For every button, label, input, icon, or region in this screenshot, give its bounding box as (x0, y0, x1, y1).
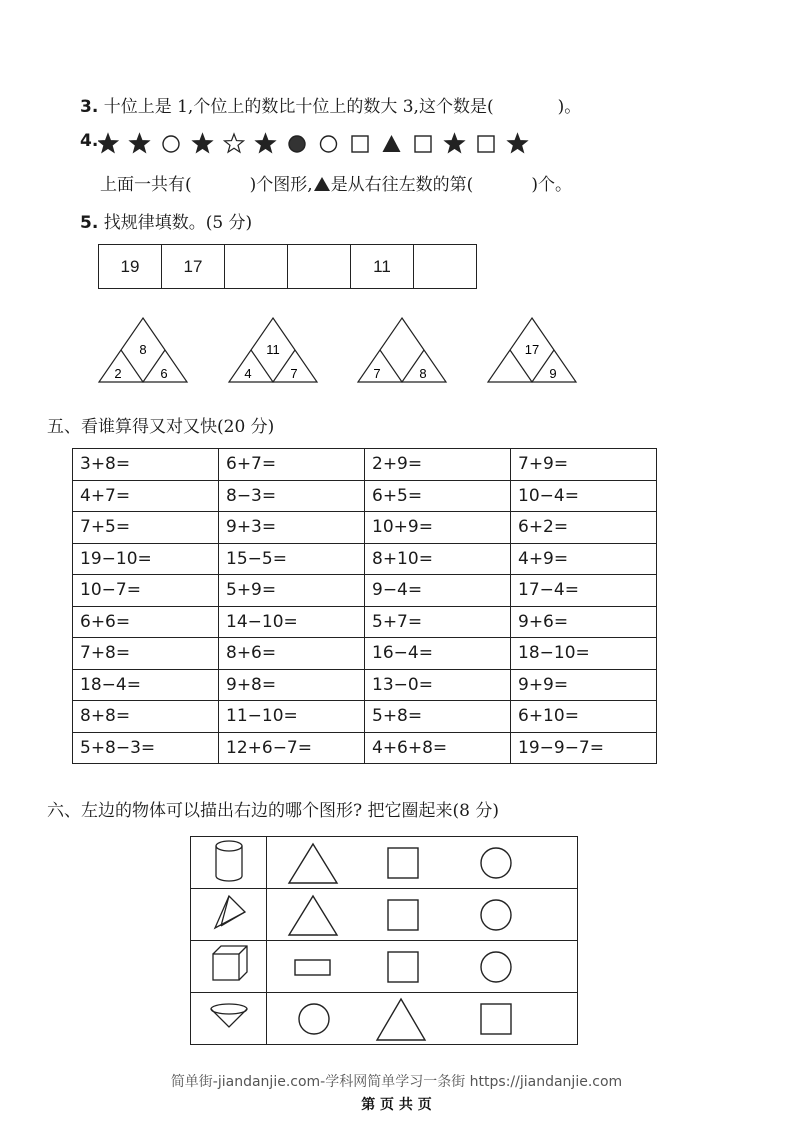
calc-cell[interactable]: 9+9= (511, 669, 657, 701)
filled-circle-icon (289, 136, 305, 152)
section-5-title: 五、看谁算得又对又快(20 分) (47, 417, 275, 437)
calc-cell[interactable]: 9+6= (511, 606, 657, 638)
filled-star-icon (508, 134, 527, 152)
question-5 (80, 208, 252, 233)
calc-cell[interactable]: 4+6+8= (365, 732, 511, 764)
cone-icon (207, 997, 251, 1037)
sequence-cell: 19 (99, 245, 162, 288)
square-icon[interactable] (386, 898, 420, 932)
question-number: 5. (80, 213, 99, 233)
circle-icon[interactable] (479, 846, 513, 880)
calc-cell[interactable]: 9+3= (219, 512, 365, 544)
question-text: 十位上是 1,个位上的数比十位上的数大 3,这个数是( (103, 97, 494, 117)
sequence-cell: 17 (162, 245, 225, 288)
sequence-cell: 11 (351, 245, 414, 288)
calculation-table (72, 448, 657, 764)
square-icon[interactable] (479, 1002, 513, 1036)
square-icon[interactable] (386, 950, 420, 984)
filled-star-icon (256, 134, 275, 152)
hollow-star-icon (225, 134, 244, 152)
calc-cell[interactable]: 8−3= (219, 480, 365, 512)
table-row (73, 449, 657, 481)
calc-cell[interactable]: 11−10= (219, 701, 365, 733)
triangle-top-number: 11 (266, 342, 280, 357)
triangle-right-number: 7 (290, 366, 298, 381)
calc-cell[interactable]: 9−4= (365, 575, 511, 607)
triangle-top-number: 17 (524, 342, 540, 357)
calc-cell[interactable]: 4+7= (73, 480, 219, 512)
calc-cell[interactable]: 7+5= (73, 512, 219, 544)
table-row (73, 669, 657, 701)
number-triangle (97, 316, 189, 386)
question-text: 是从右往左数的第( (330, 175, 474, 195)
square-icon[interactable] (386, 846, 420, 880)
calc-cell[interactable]: 12+6−7= (219, 732, 365, 764)
triangle-icon[interactable] (287, 841, 339, 885)
calc-cell[interactable]: 6+5= (365, 480, 511, 512)
table-row (73, 638, 657, 670)
question-number: 3. (80, 97, 99, 117)
sequence-cell[interactable] (288, 245, 351, 288)
calc-cell[interactable]: 6+6= (73, 606, 219, 638)
calc-cell[interactable]: 5+9= (219, 575, 365, 607)
rectangle-icon[interactable] (293, 958, 333, 978)
number-triangle (486, 316, 578, 386)
circle-icon[interactable] (479, 898, 513, 932)
calc-cell[interactable]: 10−7= (73, 575, 219, 607)
question-3 (80, 92, 581, 117)
circle-icon[interactable] (479, 950, 513, 984)
page-number: 第 页 共 页 (361, 1097, 432, 1113)
filled-star-icon (130, 134, 149, 152)
shape-sequence (98, 132, 558, 156)
calc-cell[interactable]: 10−4= (511, 480, 657, 512)
calc-cell[interactable]: 6+7= (219, 449, 365, 481)
triangle-right-number: 9 (549, 366, 557, 381)
calc-cell[interactable]: 18−10= (511, 638, 657, 670)
circle-icon (321, 136, 337, 152)
calc-cell[interactable]: 19−10= (73, 543, 219, 575)
filled-star-icon (445, 134, 464, 152)
calc-cell[interactable]: 4+9= (511, 543, 657, 575)
calc-cell[interactable]: 14−10= (219, 606, 365, 638)
calc-cell[interactable]: 13−0= (365, 669, 511, 701)
table-row (73, 732, 657, 764)
calc-cell[interactable]: 2+9= (365, 449, 511, 481)
triangle-left-number: 2 (114, 366, 122, 381)
sequence-cell[interactable] (225, 245, 288, 288)
calc-cell[interactable]: 6+10= (511, 701, 657, 733)
calc-cell[interactable]: 3+8= (73, 449, 219, 481)
calc-cell[interactable]: 6+2= (511, 512, 657, 544)
cylinder-icon (209, 838, 249, 884)
calc-cell[interactable]: 7+8= (73, 638, 219, 670)
sequence-cell[interactable] (414, 245, 476, 288)
number-sequence-boxes (98, 244, 477, 289)
triangle-right-number: 8 (419, 366, 427, 381)
question-text: 找规律填数。(5 分) (103, 213, 253, 233)
calc-cell[interactable]: 5+8= (365, 701, 511, 733)
table-row (73, 543, 657, 575)
table-row (73, 606, 657, 638)
calc-cell[interactable]: 8+8= (73, 701, 219, 733)
circle-icon (163, 136, 179, 152)
calc-cell[interactable]: 16−4= (365, 638, 511, 670)
filled-triangle-icon (383, 135, 401, 152)
section-6-title: 六、左边的物体可以描出右边的哪个图形? 把它圈起来(8 分) (47, 801, 500, 821)
table-row (73, 512, 657, 544)
filled-triangle-icon (313, 176, 331, 192)
table-row (73, 480, 657, 512)
question-4-line2 (100, 170, 572, 195)
calc-cell[interactable]: 18−4= (73, 669, 219, 701)
triangular-prism-icon (207, 890, 251, 936)
square-icon (478, 136, 494, 152)
square-icon (352, 136, 368, 152)
square-icon (415, 136, 431, 152)
triangle-top-number: 8 (139, 342, 147, 357)
calc-cell[interactable]: 7+9= (511, 449, 657, 481)
triangle-icon[interactable] (287, 893, 339, 937)
question-text: 上面一共有( (100, 175, 192, 195)
calc-cell[interactable]: 5+7= (365, 606, 511, 638)
calc-cell[interactable]: 8+10= (365, 543, 511, 575)
triangle-left-number: 4 (244, 366, 252, 381)
shape-matching-table (190, 836, 578, 1045)
triangle-right-number: 6 (160, 366, 168, 381)
number-triangle (356, 316, 448, 386)
question-4-number (80, 131, 98, 151)
source-footer: 简单街-jiandanjie.com-学科网简单学习一条街 https://jiandanjie.com (170, 1074, 623, 1090)
table-row (73, 701, 657, 733)
question-text: )个。 (531, 175, 572, 195)
calc-cell[interactable]: 10+9= (365, 512, 511, 544)
filled-star-icon (193, 134, 212, 152)
question-text-close: )。 (557, 97, 582, 117)
calc-cell[interactable]: 8+6= (219, 638, 365, 670)
number-triangle (227, 316, 319, 386)
triangle-icon[interactable] (375, 996, 427, 1042)
calc-cell[interactable]: 17−4= (511, 575, 657, 607)
table-row (73, 575, 657, 607)
calc-cell[interactable]: 19−9−7= (511, 732, 657, 764)
calc-cell[interactable]: 5+8−3= (73, 732, 219, 764)
calc-cell[interactable]: 9+8= (219, 669, 365, 701)
question-number: 4. (80, 131, 99, 151)
cube-icon (207, 942, 251, 988)
circle-icon[interactable] (297, 1002, 331, 1036)
calc-cell[interactable]: 15−5= (219, 543, 365, 575)
filled-star-icon (99, 134, 118, 152)
triangle-left-number: 7 (373, 366, 381, 381)
question-text: )个图形, (249, 175, 313, 195)
